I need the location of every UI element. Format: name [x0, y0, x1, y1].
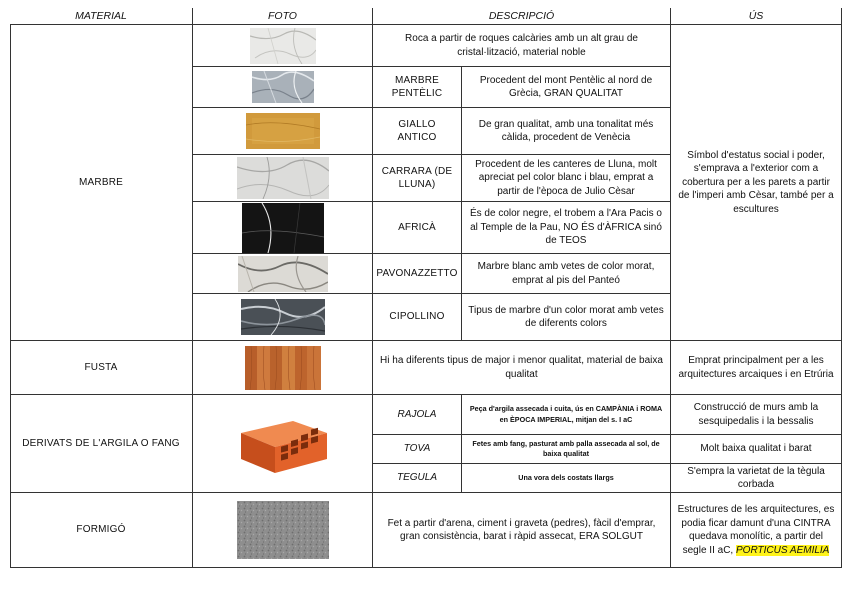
- porticus-aemilia-highlight: PORTICUS AEMILIA: [736, 544, 830, 556]
- photo-marble-carrara: [193, 155, 373, 202]
- material-formigo: FORMIGÓ: [10, 493, 193, 568]
- argila-type-name-1: TOVA: [373, 435, 462, 464]
- photo-wood: [193, 341, 373, 395]
- formigo-desc: Fet a partir d'arena, ciment i graveta (pedres), fàcil d'emprar, gran consistència, barat i ràpid assecat, ERA SOLGUT: [373, 493, 671, 568]
- marbre-type-desc-2: Procedent de les canteres de Lluna, molt apreciat pel color blanc i blau, emprat a partir de l'època de Julio Cèsar: [462, 155, 671, 202]
- photo-concrete: [193, 493, 373, 568]
- photo-marble-generic: [193, 25, 373, 67]
- argila-type-desc-2: Una vora dels costats llargs: [462, 464, 671, 493]
- photo-marble-africa: [193, 202, 373, 254]
- argila-type-name-2: TEGULA: [373, 464, 462, 493]
- photo-brick: [193, 395, 373, 493]
- marbre-type-name-0: MARBRE PENTÈLIC: [373, 67, 462, 108]
- marbre-us: Símbol d'estatus social i poder, s'emprava a l'exterior com a cobertura per a les parets a partir de l'imperi amb Cèsar, també per a escultures: [671, 25, 842, 341]
- formigo-us-text: [676, 503, 836, 557]
- formigo-us: [671, 493, 842, 568]
- argila-type-us-1: Molt baixa qualitat i barat: [671, 435, 842, 464]
- fusta-desc: Hi ha diferents tipus de major i menor qualitat, material de baixa qualitat: [373, 341, 671, 395]
- material-argila: DERIVATS DE L'ARGILA O FANG: [10, 395, 193, 493]
- header-material: MATERIAL: [10, 8, 193, 25]
- materials-table: [10, 8, 842, 568]
- fusta-us: Emprat principalment per a les arquitectures arcaiques i en Etrúria: [671, 341, 842, 395]
- material-fusta: FUSTA: [10, 341, 193, 395]
- marbre-type-name-3: AFRICÀ: [373, 202, 462, 254]
- marbre-type-desc-1: De gran qualitat, amb una tonalitat més càlida, procedent de Venècia: [462, 108, 671, 155]
- marbre-type-name-2: CARRARA (DE LLUNA): [373, 155, 462, 202]
- marbre-type-desc-0: Procedent del mont Pentèlic al nord de Grècia, GRAN QUALITAT: [462, 67, 671, 108]
- material-marbre: MARBRE: [10, 25, 193, 341]
- marbre-type-name-5: CIPOLLINO: [373, 294, 462, 341]
- argila-type-desc-1: Fetes amb fang, pasturat amb palla assecada al sol, de baixa qualitat: [462, 435, 671, 464]
- marbre-type-name-1: GIALLO ANTICO: [373, 108, 462, 155]
- argila-type-us-0: Construcció de murs amb la sesquipedalis i la bessalis: [671, 395, 842, 435]
- photo-marble-giallo: [193, 108, 373, 155]
- marbre-type-name-4: PAVONAZZETTO: [373, 254, 462, 294]
- marbre-type-desc-3: És de color negre, el trobem a l'Ara Pacis o al Temple de la Pau, NO ÉS d'ÀFRICA sinó de TEOS: [462, 202, 671, 254]
- photo-marble-pentelic: [193, 67, 373, 108]
- header-us: ÚS: [671, 8, 842, 25]
- argila-type-desc-0: Peça d'argila assecada i cuita, ús en CAMPÀNIA i ROMA en ÈPOCA IMPERIAL, mitjan del s. I aC: [462, 395, 671, 435]
- marbre-type-desc-4: Marbre blanc amb vetes de color morat, emprat al pis del Panteó: [462, 254, 671, 294]
- formigo-us-before: Estructures de les arquitectures, es podia ficar damunt d'una CINTRA quedava monolític, a partir del segle II aC,: [677, 504, 835, 556]
- marbre-general-desc: Roca a partir de roques calcàries amb un alt grau de cristal·lització, material noble: [373, 25, 671, 67]
- header-foto: FOTO: [193, 8, 373, 25]
- photo-marble-cipollino: [193, 294, 373, 341]
- header-descripcio: DESCRIPCIÓ: [373, 8, 671, 25]
- photo-marble-pavonazzetto: [193, 254, 373, 294]
- marbre-type-desc-5: Tipus de marbre d'un color morat amb vetes de diferents colors: [462, 294, 671, 341]
- argila-type-name-0: RAJOLA: [373, 395, 462, 435]
- argila-type-us-2: S'empra la varietat de la tègula corbada: [671, 464, 842, 493]
